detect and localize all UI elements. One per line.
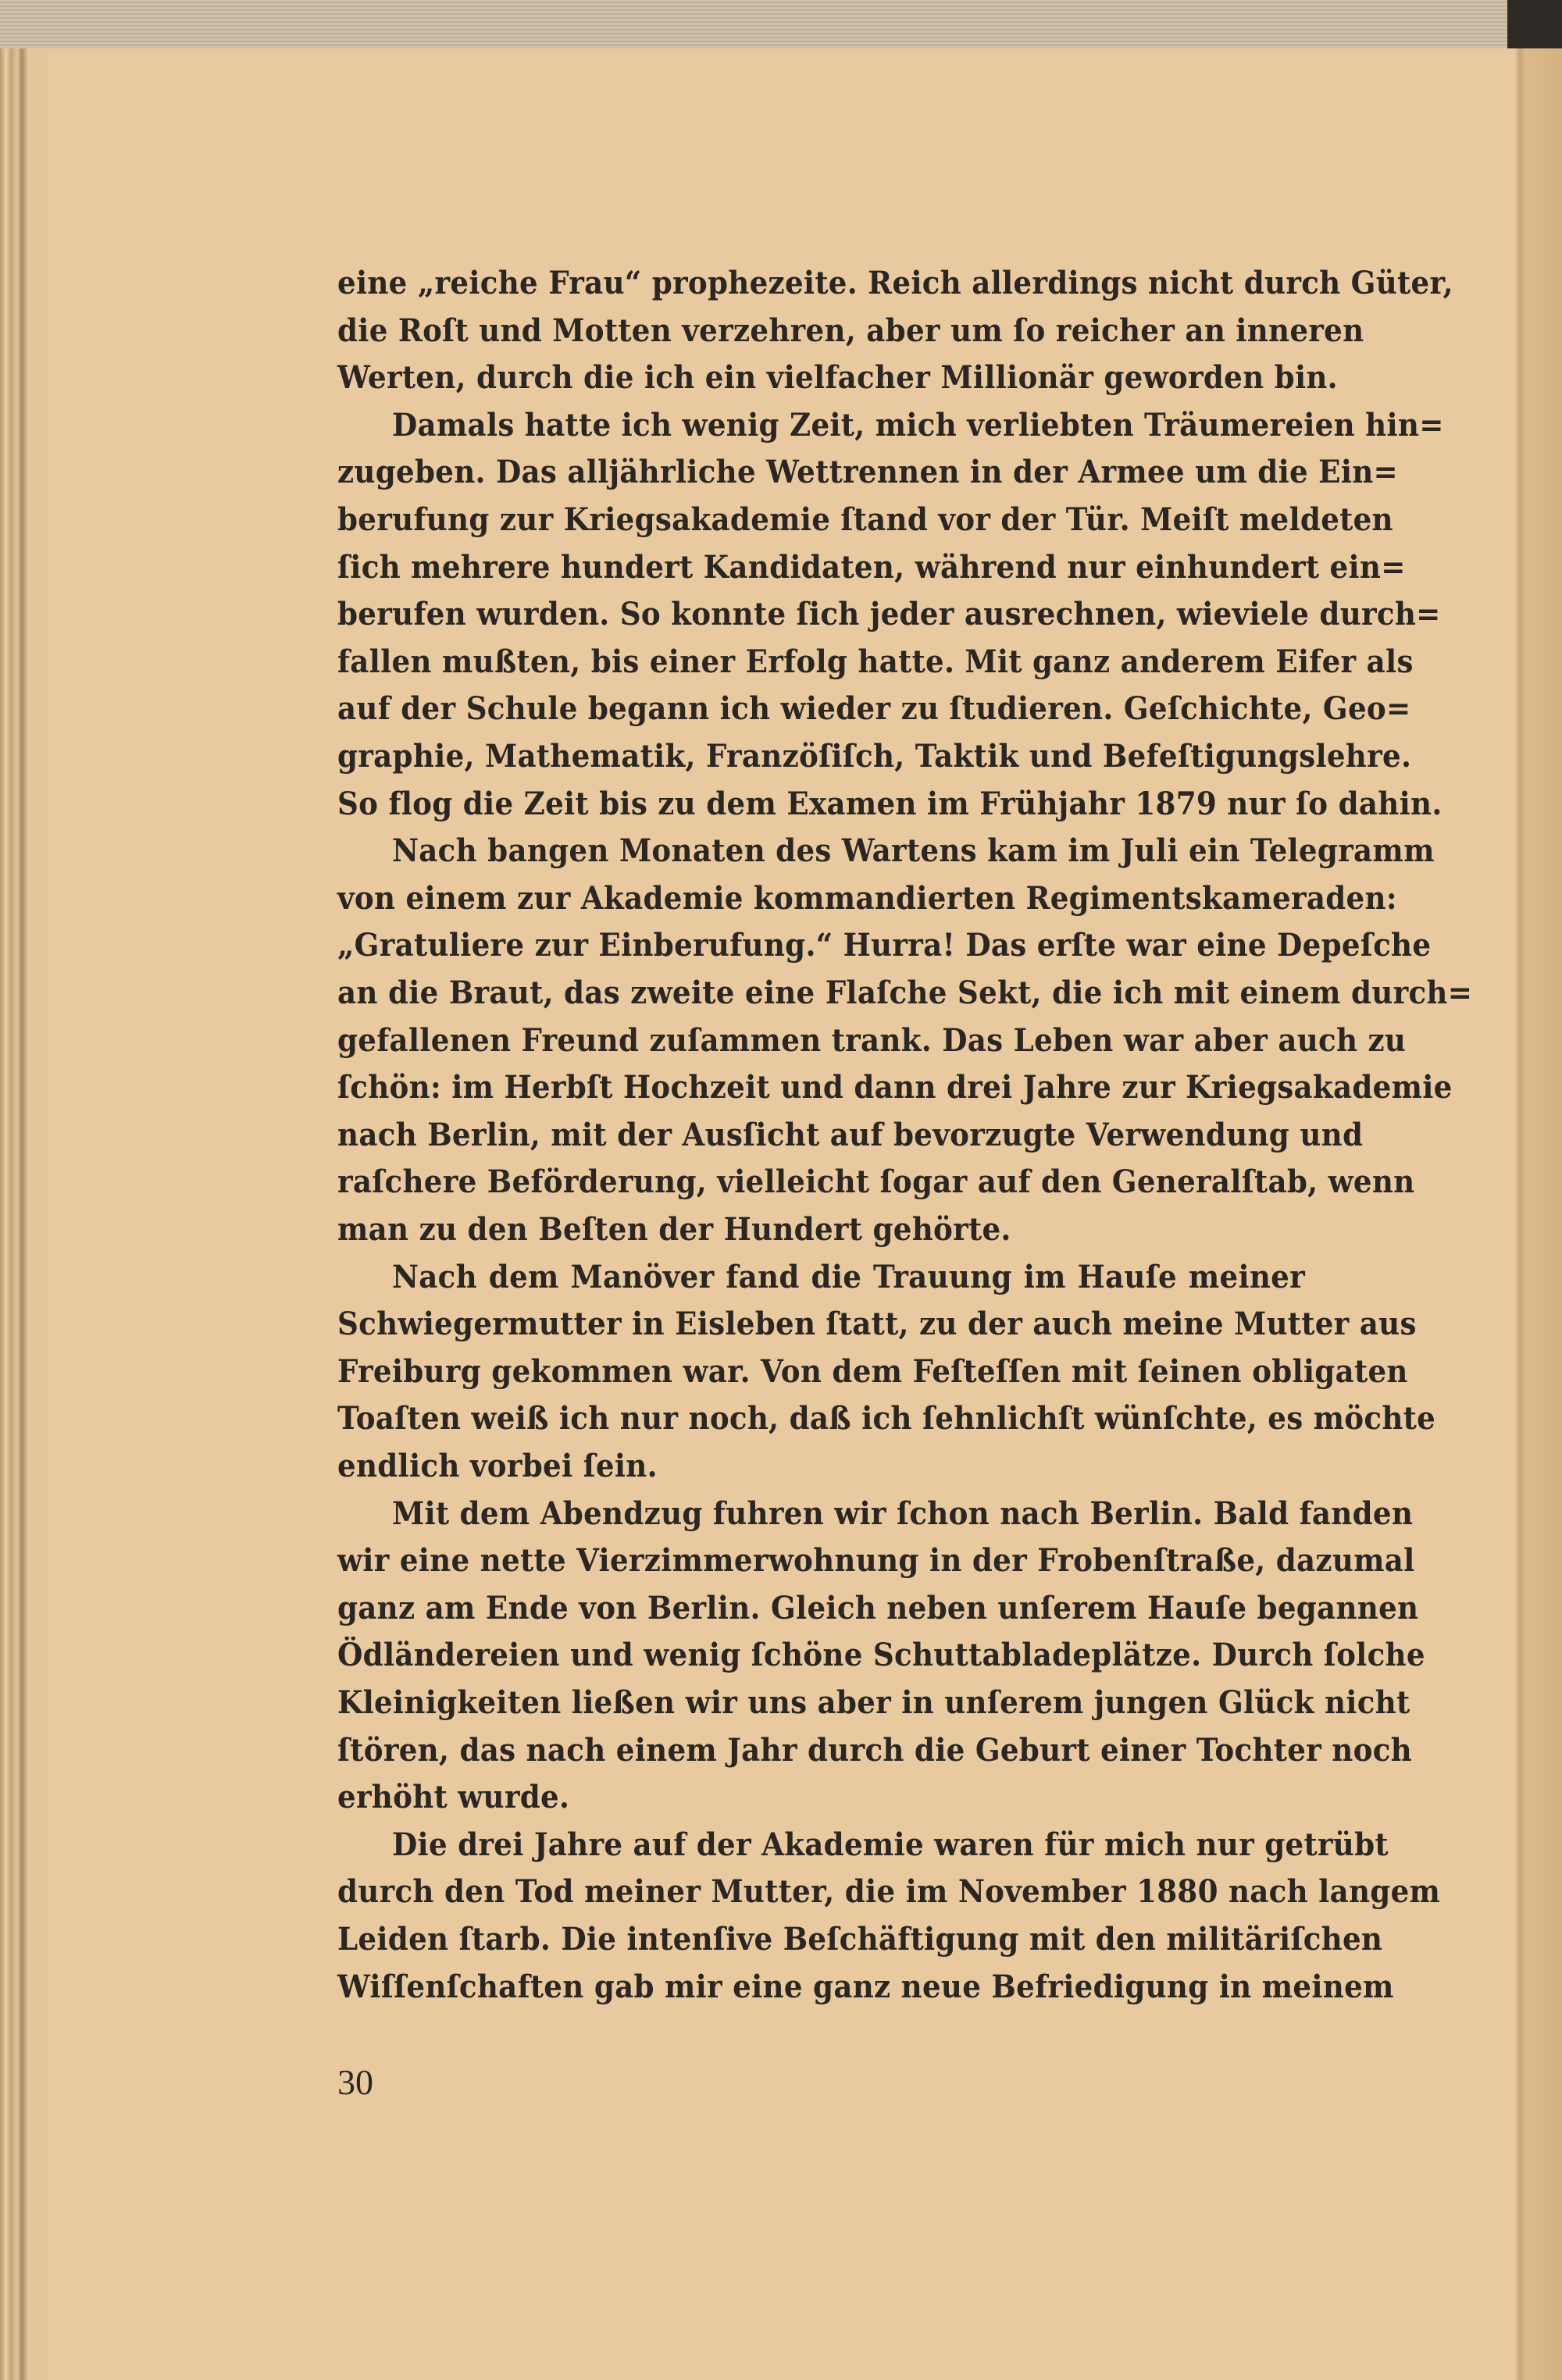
text-line: auf der Schule begann ich wieder zu ſtudieren. Geſchichte, Geo= (337, 690, 1411, 728)
text-line: Schwiegermutter in Eisleben ſtatt, zu der auch meine Mutter aus (337, 1306, 1417, 1343)
page-number: 30 (337, 2062, 373, 2102)
text-line: Toaſten weiß ich nur noch, daß ich ſehnlichſt wünſchte, es möchte (337, 1400, 1436, 1438)
text-line: zugeben. Das alljährliche Wettrennen in der Armee um die Ein= (337, 454, 1399, 491)
text-line: berufung zur Kriegsakademie ſtand vor der Tür. Meiſt meldeten (337, 501, 1393, 538)
text-line: So flog die Zeit bis zu dem Examen im Frühjahr 1879 nur ſo dahin. (337, 785, 1443, 822)
text-line: die Roſt und Motten verzehren, aber um ſo reicher an inneren (337, 312, 1364, 349)
text-line: Mit dem Abendzug fuhren wir ſchon nach Berlin. Bald fanden (392, 1495, 1414, 1532)
text-line: Werten, durch die ich ein vielfacher Millionär geworden bin. (337, 359, 1338, 397)
text-line: ſich mehrere hundert Kandidaten, während nur einhundert ein= (337, 548, 1406, 586)
text-line: ſchön: im Herbſt Hochzeit und dann drei Jahre zur Kriegsakademie (337, 1069, 1453, 1106)
binding-edge (0, 48, 47, 2380)
text-line: ſtören, das nach einem Jahr durch die Geburt einer Tochter noch (337, 1731, 1412, 1769)
text-line: graphie, Mathematik, Franzöſiſch, Taktik und Befeſtigungslehre. (337, 738, 1412, 775)
text-line: Nach dem Manöver fand die Trauung im Hauſe meiner (392, 1258, 1306, 1295)
text-line: man zu den Beſten der Hundert gehörte. (337, 1211, 1011, 1248)
text-line: nach Berlin, mit der Ausſicht auf bevorzugte Verwendung und (337, 1116, 1364, 1153)
text-line: „Gratuliere zur Einberufung.“ Hurra! Das erſte war eine Depeſche (337, 927, 1432, 964)
text-line: an die Braut, das zweite eine Flaſche Sekt, die ich mit einem durch= (337, 974, 1473, 1011)
text-line: fallen mußten, bis einer Erfolg hatte. Mit ganz anderem Eifer als (337, 643, 1414, 680)
text-line: Die drei Jahre auf der Akademie waren für mich nur getrübt (392, 1826, 1389, 1863)
text-line: Kleinigkeiten ließen wir uns aber in unſerem jungen Glück nicht (337, 1684, 1410, 1721)
text-line: gefallenen Freund zuſammen trank. Das Leben war aber auch zu (337, 1021, 1407, 1059)
book-top-edge (0, 0, 1562, 48)
text-line: von einem zur Akademie kommandierten Regimentskameraden: (337, 879, 1397, 917)
text-line: endlich vorbei ſein. (337, 1448, 658, 1484)
text-line: durch den Tod meiner Mutter, die im November 1880 nach langem (337, 1873, 1441, 1911)
text-line: Leiden ſtarb. Die intenſive Beſchäftigung mit den militäriſchen (337, 1921, 1383, 1958)
text-line: Nach bangen Monaten des Wartens kam im Juli ein Telegramm (392, 832, 1435, 870)
text-line: Freiburg gekommen war. Von dem Feſteſſen mit ſeinen obligaten (337, 1352, 1408, 1390)
text-line: wir eine nette Vierzimmerwohnung in der Frobenſtraße, dazumal (337, 1542, 1415, 1580)
text-line: Wiſſenſchaften gab mir eine ganz neue Befriedigung in meinem (337, 1968, 1394, 2005)
page-right-edge (1515, 48, 1562, 2380)
text-line: Ödländereien und wenig ſchöne Schuttabladeplätze. Durch ſolche (337, 1637, 1425, 1674)
text-line: erhöht wurde. (337, 1779, 570, 1816)
text-line: ganz am Ende von Berlin. Gleich neben unſerem Hauſe begannen (337, 1589, 1419, 1626)
text-line: berufen wurden. So konnte ſich jeder ausrechnen, wieviele durch= (337, 596, 1441, 633)
text-line: eine „reiche Frau“ prophezeite. Reich allerdings nicht durch Güter, (337, 265, 1453, 301)
text-line: raſchere Beförderung, vielleicht ſogar auf den Generalſtab, wenn (337, 1163, 1415, 1201)
text-line: Damals hatte ich wenig Zeit, mich verliebten Träumereien hin= (392, 406, 1444, 444)
scan-corner (1507, 0, 1562, 48)
